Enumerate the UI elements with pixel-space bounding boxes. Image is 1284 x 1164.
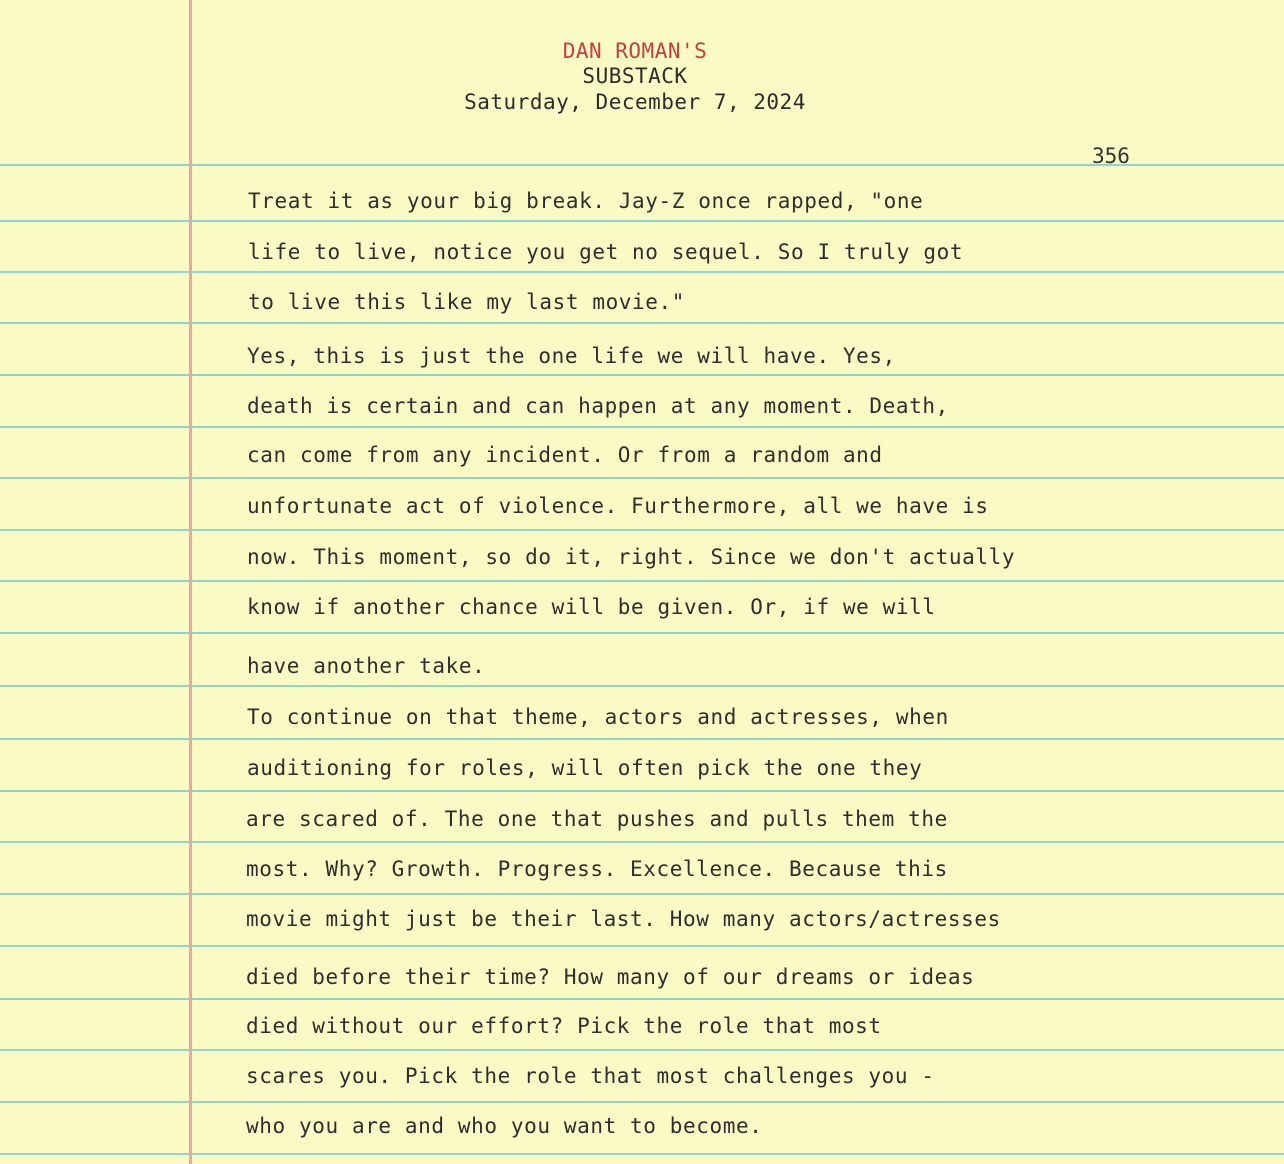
text-line: Yes, this is just the one life we will have. Yes,: [247, 344, 896, 368]
text-line: To continue on that theme, actors and actresses, when: [247, 705, 949, 729]
ruled-line: [0, 529, 1284, 531]
text-line: unfortunate act of violence. Furthermore, all we have is: [247, 494, 989, 518]
ruled-line: [0, 220, 1284, 222]
text-line: have another take.: [247, 654, 486, 678]
ruled-line: [0, 841, 1284, 843]
text-line: life to live, notice you get no sequel. So I truly got: [248, 240, 964, 264]
text-line: can come from any incident. Or from a random and: [247, 443, 883, 467]
ruled-line: [0, 426, 1284, 428]
post-date: Saturday, December 7, 2024: [464, 90, 806, 114]
ruled-line: [0, 477, 1284, 479]
ruled-line: [0, 1101, 1284, 1103]
text-line: most. Why? Growth. Progress. Excellence. Because this: [246, 857, 948, 881]
ruled-line: [0, 632, 1284, 634]
text-line: scares you. Pick the role that most challenges you -: [246, 1064, 935, 1088]
text-line: auditioning for roles, will often pick the one they: [247, 756, 923, 780]
text-line: movie might just be their last. How many actors/actresses: [246, 907, 1001, 931]
ruled-line: [0, 1153, 1284, 1155]
text-line: Treat it as your big break. Jay-Z once rapped, "one: [248, 189, 924, 213]
ruled-line: [0, 271, 1284, 273]
text-line: now. This moment, so do it, right. Since we don't actually: [247, 545, 1016, 569]
publication-name: SUBSTACK: [582, 64, 688, 88]
author-name: DAN ROMAN'S: [562, 39, 708, 63]
text-line: to live this like my last movie.": [248, 290, 686, 314]
ruled-line: [0, 790, 1284, 792]
text-line: died before their time? How many of our dreams or ideas: [246, 965, 975, 989]
text-line: death is certain and can happen at any moment. Death,: [247, 394, 949, 418]
text-line: know if another chance will be given. Or, if we will: [247, 595, 936, 619]
ruled-line: [0, 322, 1284, 324]
ruled-line: [0, 1049, 1284, 1051]
red-margin-line: [189, 0, 192, 1164]
ruled-line: [0, 374, 1284, 376]
page-number: 356: [1092, 144, 1130, 168]
text-line: are scared of. The one that pushes and pulls them the: [246, 807, 948, 831]
ruled-line: [0, 945, 1284, 947]
ruled-line: [0, 738, 1284, 740]
text-line: died without our effort? Pick the role that most: [246, 1014, 882, 1038]
ruled-line: [0, 580, 1284, 582]
text-line: who you are and who you want to become.: [246, 1114, 763, 1138]
ruled-line: [0, 685, 1284, 687]
ruled-line: [0, 893, 1284, 895]
ruled-line: [0, 998, 1284, 1000]
